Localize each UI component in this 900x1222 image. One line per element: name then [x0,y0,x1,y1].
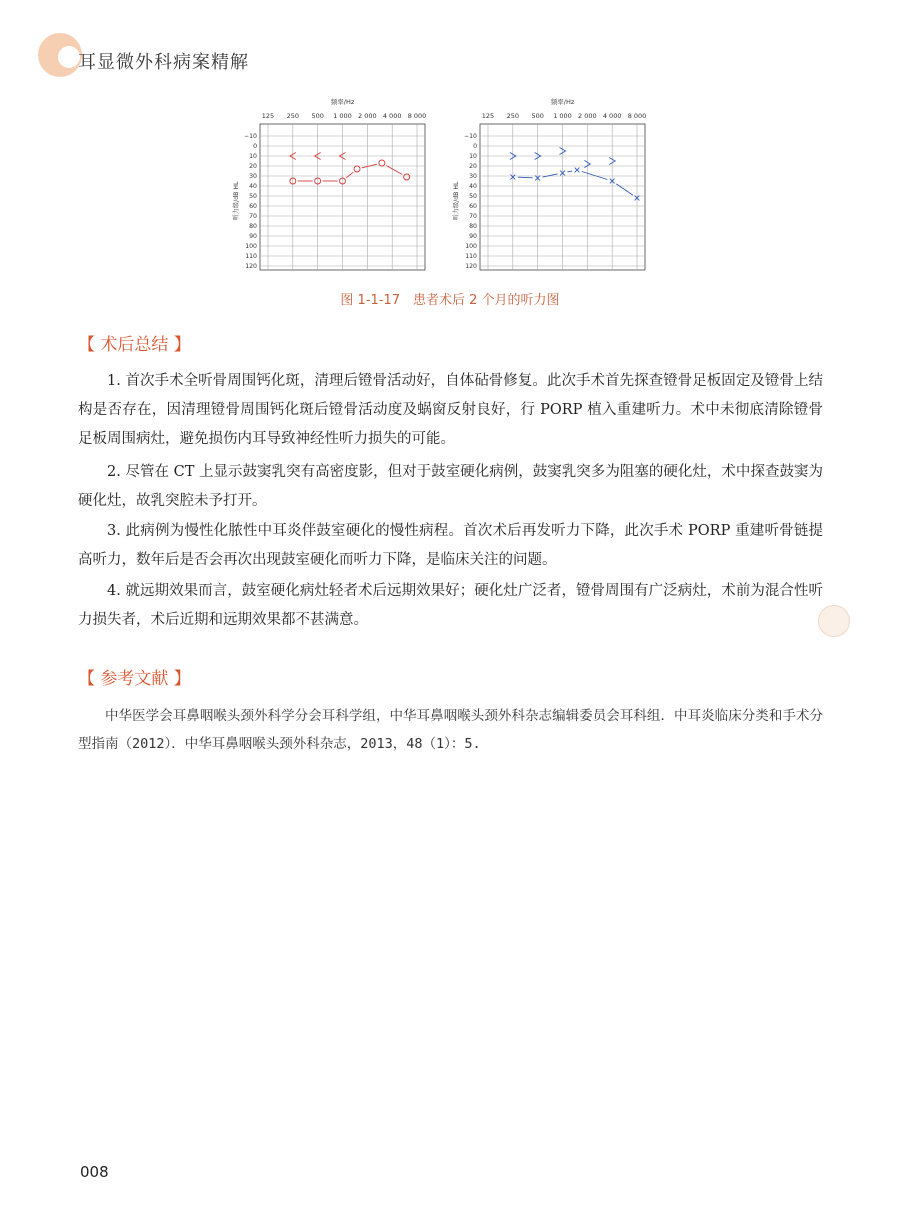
series-segment [567,171,572,172]
db-tick-label: 100 [465,243,477,251]
summary-paragraph-2: 2. 尽管在 CT 上显示鼓窦乳突有高密度影，但对于鼓室硬化病例，鼓窦乳突多为阻塞的硬化灶，术中探查鼓窦为硬化灶，故乳突腔未予打开。 [78,464,823,509]
figure-caption: 图 1-1-17 患者术后 2 个月的听力图 [340,293,560,308]
series-segment [543,174,558,177]
db-tick-label: 70 [469,213,477,221]
page-number: 008 [80,1163,109,1181]
summary-paragraph-4: 4. 就远期效果而言，鼓室硬化病灶轻者术后远期效果好；硬化灶广泛者，镫骨周围有广泛病灶，术前为混合性听力损失者，术后近期和远期效果都不甚满意。 [78,583,823,628]
book-title: 耳显微外科病案精解 [78,52,249,73]
db-tick-label: 110 [245,253,257,261]
freq-tick-label: 125 [481,112,495,120]
summary-paragraph-3: 3. 此病例为慢性化脓性中耳炎伴鼓室硬化的慢性病程。首次术后再发听力下降，此次手术 PORP 重建听骨链提高听力，数年后是否会再次出现鼓室硬化而听力下降，是临床关注的问题。 [78,523,823,568]
db-tick-label: 30 [249,173,257,181]
db-tick-label: 10 [469,153,477,161]
db-tick-label: −10 [243,133,257,141]
series-segment [346,172,353,178]
side-watermark [818,605,850,637]
db-axis-title-1: 听力级/dB HL [233,181,240,221]
db-tick-label: 60 [469,203,477,211]
db-tick-label: 50 [249,193,257,201]
db-tick-label: 100 [245,243,257,251]
db-tick-label: 80 [469,223,477,231]
freq-tick-label: 4 000 [382,112,402,120]
freq-tick-label: 250 [286,112,300,120]
series-segment [582,171,608,179]
summary-paragraph-1: 1. 首次手术全听骨周围钙化斑，清理后镫骨活动好，自体砧骨修复。此次手术首先探查镫骨足板固定及镫骨上结构是否存在，因清理镫骨周围钙化斑后镫骨活动度及蜗窗反射良好，行 PORP 植入重建听力。术中未彻底清除镫骨足板周围病灶，避免损伤内耳导致神经性听力损失的可能。 [78,373,823,447]
reference-entry: 中华医学会耳鼻咽喉头颈外科学分会耳科学组，中华耳鼻咽喉头颈外科杂志编辑委员会耳科组．中耳炎临床分类和手术分型指南（2012）．中华耳鼻咽喉头颈外科杂志，2013，48（1）：5. [78,708,823,752]
summary-heading: 【 术后总结 】 [78,335,191,355]
freq-tick-label: 2 000 [358,112,377,120]
audiogram-svg [222,92,682,282]
data-point-cross [575,168,580,173]
db-tick-label: −10 [463,133,477,141]
freq-tick-label: 8 000 [407,112,427,120]
db-tick-label: 50 [469,193,477,201]
db-tick-label: 0 [473,143,477,151]
db-tick-label: 30 [469,173,477,181]
freq-tick-label: 125 [261,112,275,120]
db-tick-label: 70 [249,213,257,221]
db-tick-label: 0 [253,143,257,151]
freq-tick-label: 500 [311,112,324,120]
freq-tick-label: 1 000 [553,112,572,120]
db-tick-label: 120 [245,263,257,271]
freq-tick-label: 500 [531,112,544,120]
data-point-circle [354,166,360,172]
freq-tick-label: 2 000 [578,112,597,120]
freq-axis-title-1: 频率/Hz [330,98,355,106]
freq-tick-label: 1 000 [333,112,352,120]
header-decoration-inner [58,46,80,68]
audiogram-figure [222,92,682,282]
db-axis-title-2: 听力级/dB HL [453,181,460,221]
freq-axis-title-2: 频率/Hz [550,98,575,106]
db-tick-label: 60 [249,203,257,211]
db-tick-label: 110 [465,253,477,261]
db-tick-label: 90 [249,233,257,241]
series-segment [386,165,402,174]
db-tick-label: 40 [469,183,477,191]
reference-heading: 【 参考文献 】 [78,669,191,689]
freq-tick-label: 8 000 [627,112,647,120]
freq-tick-label: 4 000 [602,112,622,120]
db-tick-label: 10 [249,153,257,161]
series-segment [518,177,533,178]
series-segment [616,184,633,195]
db-tick-label: 20 [249,163,257,171]
freq-tick-label: 250 [506,112,520,120]
db-tick-label: 90 [469,233,477,241]
db-tick-label: 120 [465,263,477,271]
db-tick-label: 20 [469,163,477,171]
db-tick-label: 80 [249,223,257,231]
data-point-circle [404,174,410,180]
data-point-circle [379,160,385,166]
db-tick-label: 40 [249,183,257,191]
